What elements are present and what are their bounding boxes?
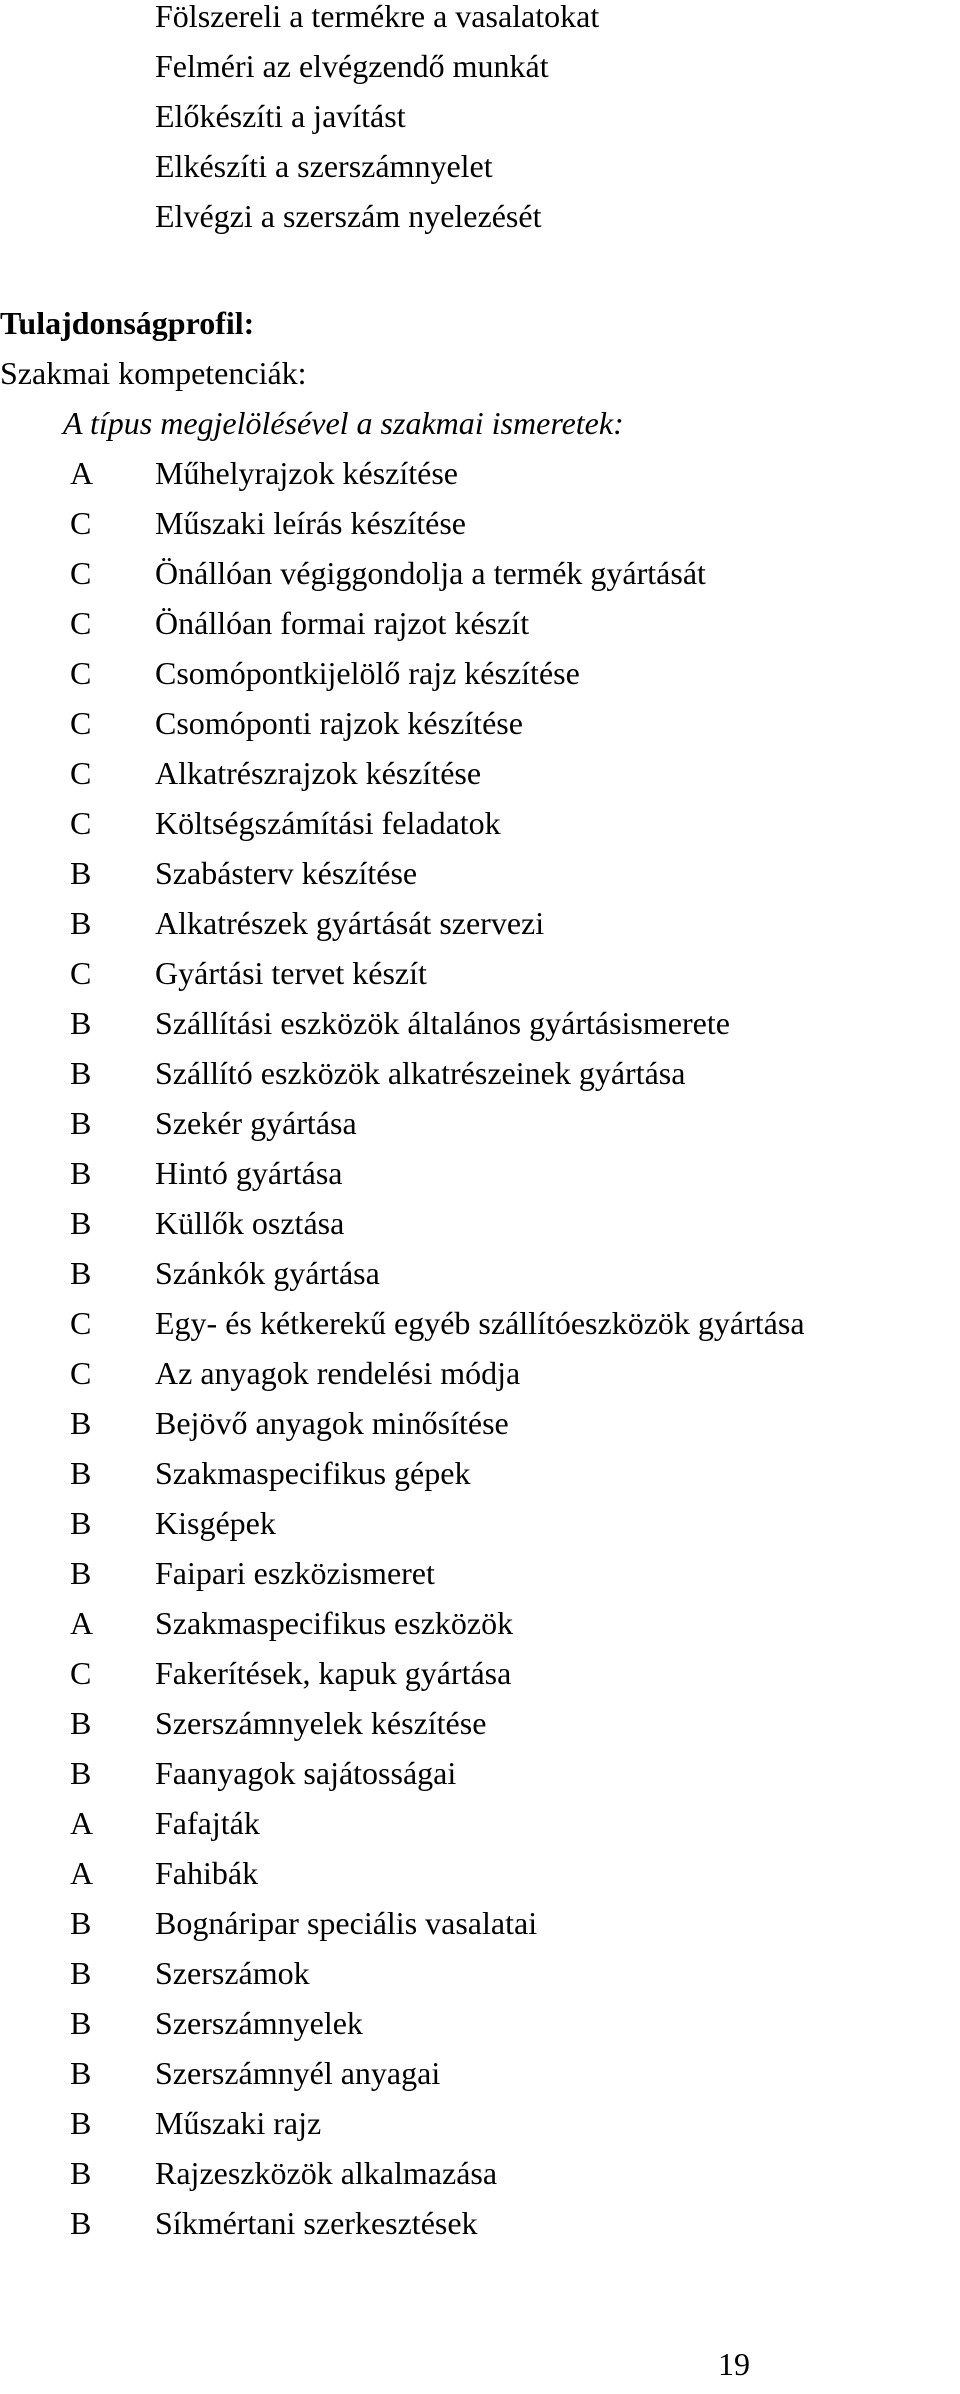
skill-name: Költségszámítási feladatok [155, 805, 501, 841]
skill-level: B [70, 1555, 92, 1591]
skill-level: B [70, 1405, 92, 1441]
skill-name: Műszaki leírás készítése [155, 505, 466, 541]
skill-level: C [70, 605, 92, 641]
skill-name: Az anyagok rendelési módja [155, 1355, 521, 1391]
skill-name: Fakerítések, kapuk gyártása [155, 1655, 512, 1691]
skill-name: Kisgépek [155, 1505, 276, 1541]
skill-level: B [70, 2105, 92, 2141]
skill-name: Szakmaspecifikus eszközök [155, 1605, 514, 1641]
skill-name: Küllők osztása [155, 1205, 345, 1241]
skill-level: B [70, 1255, 92, 1291]
task-list [155, 0, 599, 250]
skill-name: Alkatrészek gyártását szervezi [155, 905, 545, 941]
skill-level: B [70, 1055, 92, 1091]
skill-level: B [70, 1155, 92, 1191]
profile-heading: Tulajdonságprofil: [0, 305, 255, 341]
skill-level: C [70, 1355, 92, 1391]
knowledge-intro: A típus megjelölésével a szakmai ismeretek: [63, 405, 624, 441]
task-item: Felméri az elvégzendő munkát [155, 48, 549, 84]
skill-level: C [70, 955, 92, 991]
skill-name: Műhelyrajzok készítése [155, 455, 458, 491]
skill-level: C [70, 555, 92, 591]
skill-name: Rajzeszközök alkalmazása [155, 2155, 498, 2191]
skill-level: B [70, 2155, 92, 2191]
skill-name: Szállítási eszközök általános gyártásismerete [155, 1005, 730, 1041]
skill-level: B [70, 1455, 92, 1491]
skill-level: B [70, 2055, 92, 2091]
skill-name: Önállóan végiggondolja a termék gyártását [155, 555, 706, 591]
skill-level: B [70, 1205, 92, 1241]
task-item: Elvégzi a szerszám nyelezését [155, 198, 542, 234]
skill-level: B [70, 1105, 92, 1141]
skill-level: B [70, 2005, 92, 2041]
skill-name: Szakmaspecifikus gépek [155, 1455, 471, 1491]
task-item: Fölszereli a termékre a vasalatokat [155, 0, 600, 34]
task-item: Elkészíti a szerszámnyelet [155, 148, 493, 184]
skill-level: B [70, 855, 92, 891]
skill-name: Szerszámnyelek készítése [155, 1705, 487, 1741]
skill-name: Síkmértani szerkesztések [155, 2205, 478, 2241]
skill-level: B [70, 1005, 92, 1041]
skill-level: C [70, 755, 92, 791]
skill-level: B [70, 2205, 92, 2241]
skill-level: B [70, 1905, 92, 1941]
competencies-subheading: Szakmai kompetenciák: [0, 355, 307, 391]
skill-level: C [70, 1305, 92, 1341]
skill-name: Fahibák [155, 1855, 259, 1891]
skill-name: Műszaki rajz [155, 2105, 322, 2141]
skill-name: Faanyagok sajátosságai [155, 1755, 457, 1791]
skill-name: Szállító eszközök alkatrészeinek gyártása [155, 1055, 686, 1091]
task-item: Előkészíti a javítást [155, 98, 406, 134]
skill-level: A [70, 1605, 94, 1641]
skill-level: B [70, 905, 92, 941]
skill-name: Fafajták [155, 1805, 260, 1841]
skill-level: B [70, 1505, 92, 1541]
skill-name: Önállóan formai rajzot készít [155, 605, 530, 641]
skill-name: Szerszámnyél anyagai [155, 2055, 441, 2091]
skill-level: B [70, 1955, 92, 1991]
skill-name: Szekér gyártása [155, 1105, 357, 1141]
skill-level: C [70, 705, 92, 741]
skill-level: A [70, 1855, 94, 1891]
skill-name: Bejövő anyagok minősítése [155, 1405, 509, 1441]
skill-name: Szerszámok [155, 1955, 310, 1991]
skill-level: A [70, 1805, 94, 1841]
skill-name: Csomóponti rajzok készítése [155, 705, 523, 741]
skill-name: Hintó gyártása [155, 1155, 343, 1191]
skill-name: Bognáripar speciális vasalatai [155, 1905, 538, 1941]
skill-name: Faipari eszközismeret [155, 1555, 435, 1591]
skill-level: C [70, 655, 92, 691]
skill-level: C [70, 505, 92, 541]
skill-name: Alkatrészrajzok készítése [155, 755, 482, 791]
skill-level: C [70, 805, 92, 841]
skill-name: Szerszámnyelek [155, 2005, 363, 2041]
skill-name: Szabásterv készítése [155, 855, 418, 891]
skill-level: C [70, 1655, 92, 1691]
skill-name: Szánkók gyártása [155, 1255, 380, 1291]
skill-level: B [70, 1705, 92, 1741]
page-number: 19 [718, 2346, 750, 2382]
skill-level: A [70, 455, 94, 491]
skill-name: Egy- és kétkerekű egyéb szállítóeszközök gyártása [155, 1305, 805, 1341]
skill-level: B [70, 1755, 92, 1791]
skill-name: Gyártási tervet készít [155, 955, 427, 991]
skill-name: Csomópontkijelölő rajz készítése [155, 655, 580, 691]
